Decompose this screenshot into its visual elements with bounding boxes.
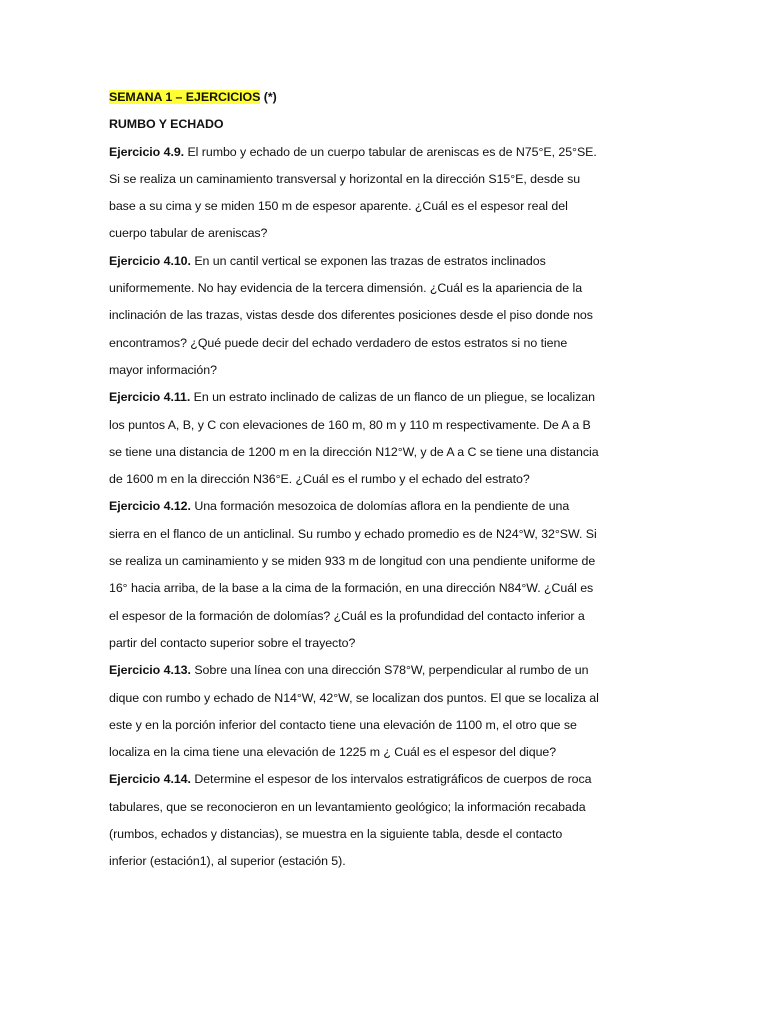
exercise-4-10-line-5: mayor información? — [109, 362, 217, 377]
exercise-4-14-line-3: (rumbos, echados y distancias), se muestra en la siguiente tabla, desde el contacto — [109, 827, 563, 842]
exercise-4-13-line-2: dique con rumbo y echado de N14°W, 42°W, se localizan dos puntos. El que se localiza al — [109, 690, 599, 705]
exercise-4-14-line-2: tabulares, que se reconocieron en un levantamiento geológico; la información recabada — [109, 799, 586, 814]
exercise-4-13-line-1 — [109, 657, 639, 684]
exercise-4-11-line-3: se tiene una distancia de 1200 m en la dirección N12°W, y de A a C se tiene una distancia — [109, 444, 599, 459]
exercise-4-14-line-1 — [109, 766, 639, 793]
exercise-4-9-line-1 — [109, 139, 639, 166]
page-title — [109, 84, 639, 111]
exercise-text: El rumbo y echado de un cuerpo tabular de areniscas es de N75°E, 25°SE. — [184, 144, 597, 159]
exercise-4-13-line-4: localiza en la cima tiene una elevación de 1225 m ¿ Cuál es el espesor del dique? — [109, 745, 557, 760]
exercise-4-11-line-2: los puntos A, B, y C con elevaciones de 160 m, 80 m y 110 m respectivamente. De A a B — [109, 417, 591, 432]
exercise-label: Ejercicio 4.9. — [109, 144, 185, 159]
exercise-text: En un cantil vertical se exponen las trazas de estratos inclinados — [190, 253, 546, 268]
exercise-4-12-line-1 — [109, 493, 639, 520]
exercise-label: Ejercicio 4.10. — [109, 253, 191, 268]
exercise-4-9-line-2: Si se realiza un caminamiento transversal y horizontal en la dirección S15°E, desde su — [109, 171, 581, 186]
exercise-4-11-line-4: de 1600 m en la dirección N36°E. ¿Cuál es el rumbo y el echado del estrato? — [109, 472, 530, 487]
exercise-label: Ejercicio 4.13. — [109, 663, 191, 678]
exercise-4-12-line-6: partir del contacto superior sobre el trayecto? — [109, 635, 356, 650]
exercise-4-10-line-1 — [109, 248, 639, 275]
exercise-4-12-line-5: el espesor de la formación de dolomías? ¿Cuál es la profundidad del contacto inferior a — [109, 608, 585, 623]
title-suffix: (*) — [260, 90, 277, 104]
exercise-4-10-line-3: inclinación de las trazas, vistas desde dos diferentes posiciones desde el piso donde nos — [109, 308, 593, 323]
exercise-4-12-line-3: se realiza un caminamiento y se miden 933 m de longitud con una pendiente uniforme de — [109, 554, 596, 569]
document-page — [109, 84, 639, 876]
exercise-text: Una formación mesozoica de dolomías aflora en la pendiente de una — [190, 499, 570, 514]
exercise-text: Sobre una línea con una dirección S78°W, perpendicular al rumbo de un — [190, 663, 589, 678]
exercise-label: Ejercicio 4.14. — [109, 772, 191, 787]
exercise-4-12-line-4: 16° hacia arriba, de la base a la cima de la formación, en una dirección N84°W. ¿Cuál es — [109, 581, 594, 596]
exercise-4-9-line-4: cuerpo tabular de areniscas? — [109, 226, 268, 241]
exercise-label: Ejercicio 4.11. — [109, 390, 191, 405]
exercise-4-11-line-1 — [109, 384, 639, 411]
title-highlight: SEMANA 1 – EJERCICIOS — [109, 90, 261, 104]
exercise-4-10-line-4: encontramos? ¿Qué puede decir del echado verdadero de estos estratos si no tiene — [109, 335, 568, 350]
exercise-4-12-line-2: sierra en el flanco de un anticlinal. Su rumbo y echado promedio es de N24°W, 32°SW. Si — [109, 526, 597, 541]
exercise-4-10-line-2: uniformemente. No hay evidencia de la tercera dimensión. ¿Cuál es la apariencia de la — [109, 281, 583, 296]
exercise-text: En un estrato inclinado de calizas de un flanco de un pliegue, se localizan — [190, 390, 595, 405]
exercise-label: Ejercicio 4.12. — [109, 499, 191, 514]
exercise-4-13-line-3: este y en la porción inferior del contacto tiene una elevación de 1100 m, el otro que se — [109, 717, 577, 732]
exercise-4-14-line-4: inferior (estación1), al superior (estación 5). — [109, 854, 346, 869]
section-heading: RUMBO Y ECHADO — [109, 117, 224, 132]
exercise-text: Determine el espesor de los intervalos estratigráficos de cuerpos de roca — [190, 772, 592, 787]
exercise-4-9-line-3: base a su cima y se miden 150 m de espesor aparente. ¿Cuál es el espesor real del — [109, 199, 568, 214]
